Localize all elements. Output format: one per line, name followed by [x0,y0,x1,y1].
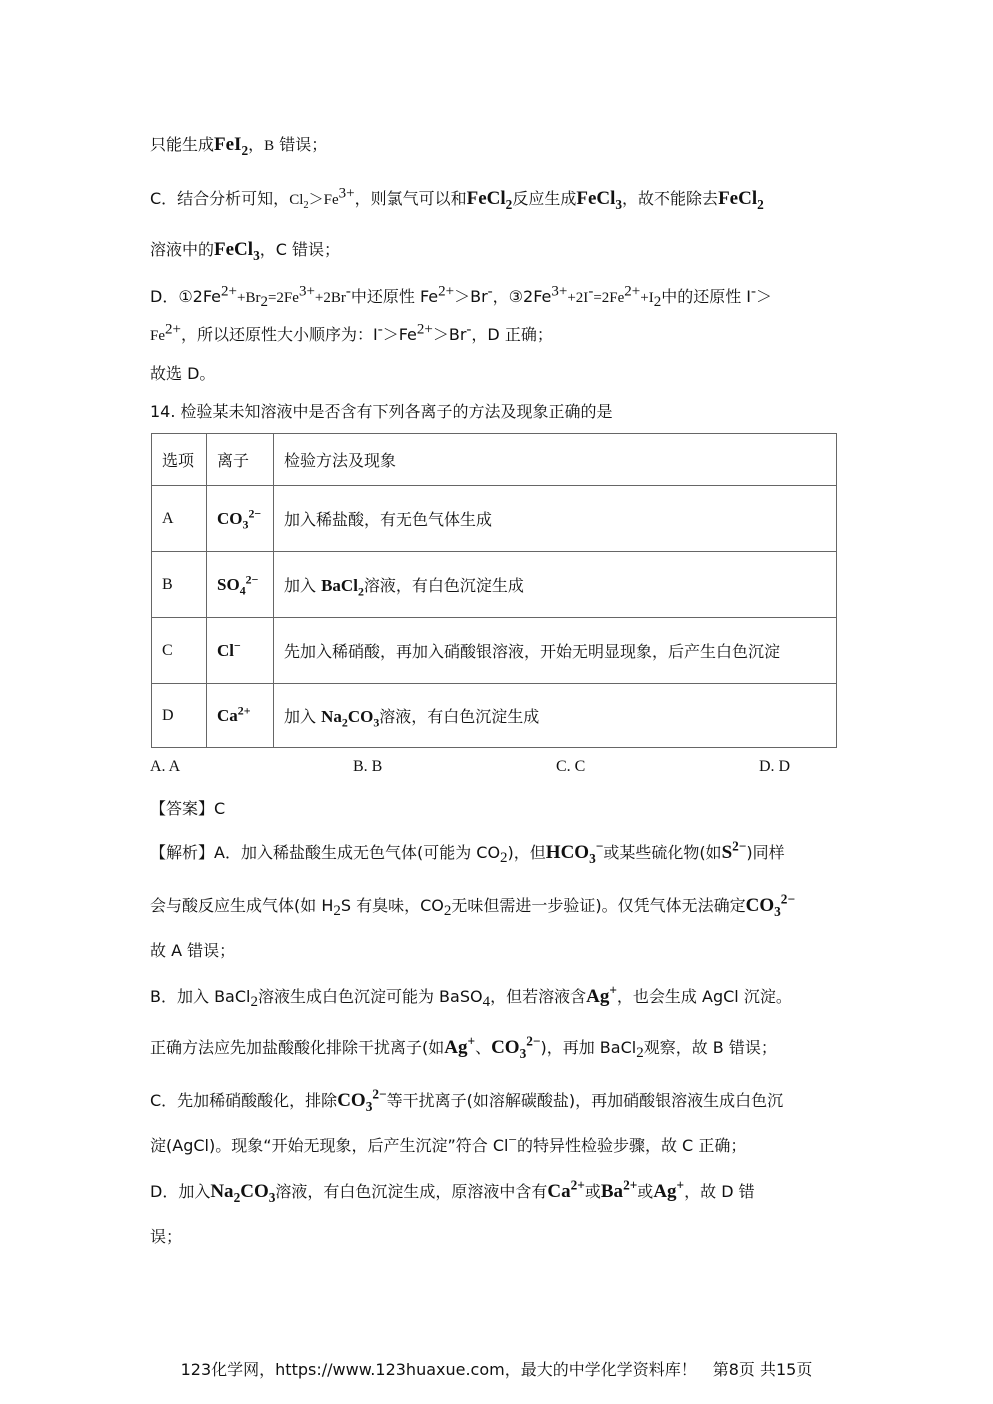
analysis-c2: 淀(AgCl)。现象“开始无现象，后产生沉淀”符合 Cl−的特异性检验步骤，故 C 正确； [150,1132,747,1155]
choice-b: B. B [353,758,383,775]
table-header: 选项 [152,434,207,486]
method-cell: 加入 BaCl$_2$溶液，有白色沉淀生成 [274,552,837,618]
method-cell: 先加入稀硝酸，再加入硝酸银溶液，开始无明显现象，后产生白色沉淀 [274,618,837,684]
formula-fei2: FeI$_2$ [214,134,249,158]
text: 只能生成 [150,135,215,154]
table-header-row [152,434,837,486]
question-14-stem: 14. 检验某未知溶液中是否含有下列各离子的方法及现象正确的是 [150,402,613,421]
ion-cell: $Ca^{2+}$ [207,684,274,748]
text-line-d2: $Fe^{2+}$，所以还原性大小顺序为：$I^->Fe^{2+}>Br^-$，D 正确； [150,321,553,344]
text: ， [248,135,265,154]
table-header: 检验方法及现象 [274,434,837,486]
analysis-b2: 正确方法应先加盐酸酸化排除干扰离子(如Ag+、$CO_3^{2-}$)，再加 BaCl$_2$观察，故 B 错误； [150,1033,777,1062]
option-cell: D [152,684,207,748]
table-header: 离子 [207,434,274,486]
question-table [151,433,837,748]
text: B [264,138,275,154]
ion-cell: $CO_3^{2-}$ [207,486,274,552]
table-row [152,552,837,618]
choice-c: C. C [556,758,586,775]
table-row [152,486,837,552]
table-row [152,618,837,684]
analysis-a1: 【解析】A．加入稀盐酸生成无色气体(可能为 $CO_2$)，但$HCO_3^-$或某些硫化物(如$S^{2-}$)同样 [150,838,785,867]
analysis-d2: 误； [150,1227,183,1246]
text-line-d1: D．$①2Fe^{2+}+Br_2=2Fe^{3+}+2Br^-$中还原性 $Fe^{2+}>Br^-$，$③2Fe^{3+}+2I^-=2Fe^{2+}+I_2$中的还原性 I-＞ [150,283,773,311]
page-footer: 123化学网，https://www.123huaxue.com，最大的中学化学资料库！ 第8页 共15页 [180,1360,813,1379]
answer-line: 【答案】C [150,799,226,818]
answer-choices [150,758,850,782]
analysis-b1: B．加入 BaCl$_2$溶液生成白色沉淀可能为 BaSO$_4$，但若溶液含Ag+，也会生成 AgCl 沉淀。 [150,982,792,1011]
analysis-a3: 故 A 错误； [150,941,236,960]
analysis-c1: C．先加稀硝酸酸化，排除$CO_3^{2-}$等干扰离子(如溶解碳酸盐)，再加硝酸银溶液生成白色沉 [150,1086,784,1114]
text-line-b-tail [150,132,843,159]
option-cell: C [152,618,207,684]
choice-d: D. D [759,758,791,775]
formula-fecl2: FeCl$_2$ [718,188,764,212]
method-cell: 加入 $Na_2CO_3$溶液，有白色沉淀生成 [274,684,837,748]
option-cell: A [152,486,207,552]
ion-cell: Cl− [207,618,274,684]
text-line-c1: C．结合分析可知，$Cl_2>Fe^{3+}$，则氯气可以和FeCl$_2$反应生成FeCl$_3$，故不能除去FeCl$_2$ [150,185,764,212]
analysis-d1: D．加入$Na_2CO_3$溶液，有白色沉淀生成，原溶液中含有$Ca^{2+}$或$Ba^{2+}$或Ag+，故 D 错 [150,1177,755,1205]
table-row [152,684,837,748]
formula-fecl3: FeCl$_3$ [576,188,623,212]
formula-fecl2: FeCl$_2$ [466,188,513,212]
analysis-a2: 会与酸反应生成气体(如 $H_2S$ 有臭味，$CO_2$无味但需进一步验证)。仅凭气体无法确定$CO_3^{2-}$ [150,891,796,920]
option-cell: B [152,552,207,618]
text-line-c2: 溶液中的FeCl$_3$，C 错误； [150,239,340,263]
method-cell: 加入稀盐酸，有无色气体生成 [274,486,837,552]
choice-a: A. A [150,758,181,775]
ion-cell: $SO_4^{2-}$ [207,552,274,618]
text: 错误； [274,135,328,154]
text-line-choose: 故选 D。 [150,364,216,383]
formula-fecl3: FeCl$_3$ [214,239,260,263]
